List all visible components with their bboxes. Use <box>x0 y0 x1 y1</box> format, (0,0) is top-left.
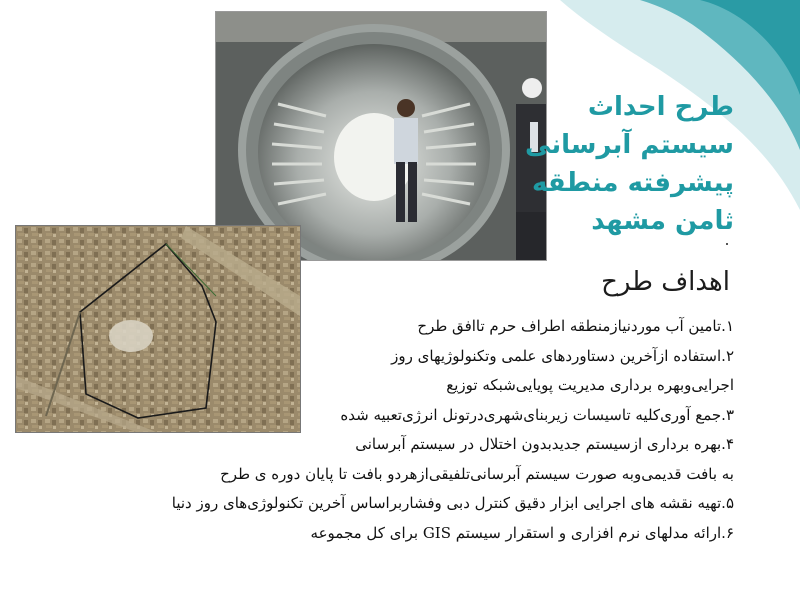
list-item: ۳.جمع آوری‌کلیه تاسیسات زیربنای‌شهری‌درتونل انرژی‌تعبیه شده <box>340 405 734 424</box>
list-item: ۶.ارائه مدلهای نرم افزاری و استقرار سیستم GIS برای کل مجموعه <box>310 523 734 542</box>
list-item: اجرایی‌وبهره برداری مدیریت پویایی‌شبکه توزیع <box>446 376 734 394</box>
objectives-list <box>74 312 734 548</box>
list-item: ۱.تامین آب موردنیازمنطقه اطراف حرم تاافق طرح <box>417 317 734 335</box>
slide-title: طرح احداث سیستم آبرسانی پیشرفته منطقه ثامن مشهد <box>525 92 734 236</box>
decorative-dot <box>726 243 728 245</box>
list-item: ۴.بهره برداری ازسیستم جدیدبدون اختلال در سیستم آبرسانی <box>355 435 734 453</box>
list-item: ۲.استفاده ازآخرین دستاوردهای علمی وتکنولوژیهای روز <box>391 346 734 365</box>
tunnel-photo <box>216 12 546 260</box>
list-item: ۵.تهیه نقشه های اجرایی ابزار دقیق کنترل دبی وفشاربراساس آخرین تکنولوژی‌های روز دنیا <box>171 494 734 512</box>
list-item: به بافت قدیمی‌وبه صورت سیستم آبرسانی‌تلفیقی‌ازهردو بافت تا پایان دوره ی طرح <box>220 464 734 483</box>
slide-subtitle: اهداف طرح <box>601 267 730 297</box>
